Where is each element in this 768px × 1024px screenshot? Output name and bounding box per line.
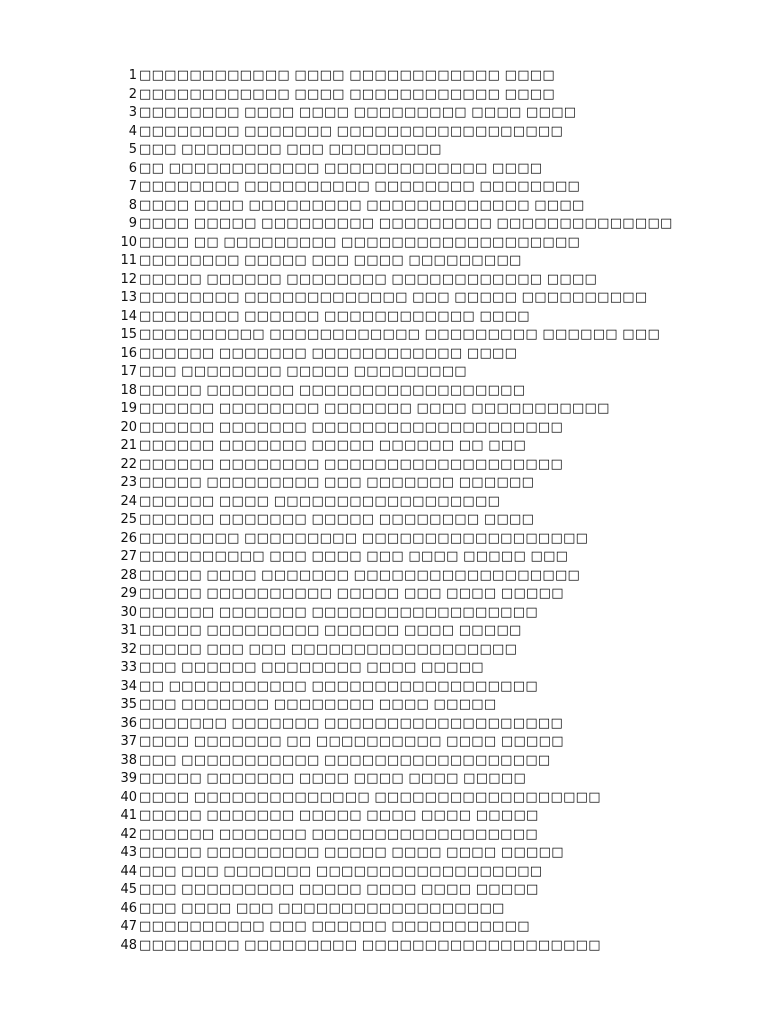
line-text: □□□□□□ □□□□□□□ □□□□□□□□□□□□□□□□□□ (139, 604, 538, 620)
line-text: □□□□ □□□□□ □□□□□□□□□ □□□□□□□□□ □□□□□□□□□□□□□□ (139, 216, 673, 231)
line-text: □□□□□□□□ □□□□□□ □□□□□□□□□□□□ □□□□ (139, 308, 530, 324)
document-line (112, 585, 673, 604)
line-text: □□□□□□ □□□□□□□ □□□□□□□□□□□□ □□□□ (139, 345, 518, 361)
line-number: 4 (128, 123, 137, 139)
line-text: □□□□□□ □□□□□□□ □□□□□ □□□□□□ □□ □□□ (139, 438, 527, 453)
document-line (112, 863, 673, 882)
document-line (112, 937, 673, 956)
line-text: □□□□□□ □□□□□□□□ □□□□□□□ □□□□ □□□□□□□□□□□ (139, 401, 610, 416)
line-text: □□□ □□□□□□□□□□□ □□□□□□□□□□□□□□□□□□ (139, 752, 551, 768)
document-line (112, 178, 673, 197)
document-line (112, 363, 673, 382)
line-number: 32 (120, 641, 137, 657)
document-line (112, 511, 673, 530)
document-line (112, 752, 673, 771)
line-text: □□□□□□□□ □□□□□□□ □□□□□□□□□□□□□□□□□□ (139, 123, 564, 139)
line-text: □□□□□□ □□□□ □□□□□□□□□□□□□□□□□□ (139, 493, 501, 509)
document-line (112, 622, 673, 641)
line-text: □□□□□□□□ □□□□□ □□□ □□□□ □□□□□□□□□ (139, 253, 522, 268)
document-line (112, 900, 673, 919)
line-number: 17 (120, 364, 137, 379)
line-number: 31 (120, 623, 137, 638)
line-text: □□□ □□□□□□□□ □□□□□ □□□□□□□□□ (139, 364, 467, 379)
document-line (112, 160, 673, 179)
document-line (112, 844, 673, 863)
line-number: 40 (120, 789, 137, 805)
document-line (112, 881, 673, 900)
line-number: 34 (120, 678, 137, 694)
line-number: 21 (120, 438, 137, 453)
line-number: 46 (120, 900, 137, 916)
document-line (112, 141, 673, 160)
document-line (112, 678, 673, 697)
line-text: □□□□□□□□ □□□□ □□□□ □□□□□□□□□ □□□□ □□□□ (139, 105, 577, 120)
line-text: □□□□□□ □□□□□□□ □□□□□□□□□□□□□□□□□□□□ (139, 419, 564, 435)
line-number: 30 (120, 604, 137, 620)
line-text: □□□ □□□□□□□□□ □□□□□ □□□□ □□□□ □□□□□ (139, 882, 539, 897)
line-number: 5 (128, 142, 137, 157)
document-line (112, 67, 673, 86)
document-line (112, 659, 673, 678)
line-text: □□□□□□□□□□ □□□ □□□□□□ □□□□□□□□□□□ (139, 919, 530, 934)
line-number: 2 (128, 86, 137, 102)
document-line (112, 641, 673, 660)
line-number: 16 (120, 345, 137, 361)
document-line (112, 733, 673, 752)
line-number: 6 (128, 160, 137, 176)
line-text: □□□ □□□□□□□□ □□□ □□□□□□□□□ (139, 142, 442, 157)
line-number: 25 (120, 512, 137, 527)
line-number: 39 (120, 771, 137, 786)
line-text: □□□□□ □□□□□□□□□□ □□□□□ □□□ □□□□ □□□□□ (139, 586, 564, 601)
document-line (112, 400, 673, 419)
line-text: □□□□ □□□□□□□□□□□□□□ □□□□□□□□□□□□□□□□□□ (139, 789, 601, 805)
line-text: □□□□□□□□□□ □□□ □□□□ □□□ □□□□ □□□□□ □□□ (139, 549, 569, 564)
line-number: 20 (120, 419, 137, 435)
document-line (112, 493, 673, 512)
document-line (112, 86, 673, 105)
document-line (112, 456, 673, 475)
line-number: 3 (128, 105, 137, 120)
line-text: □□□□□ □□□□□□□□□ □□□ □□□□□□□ □□□□□□ (139, 475, 535, 490)
line-number: 14 (120, 308, 137, 324)
line-text: □□□□□ □□□□□□□ □□□□ □□□□ □□□□ □□□□□ (139, 771, 527, 786)
line-text: □□□□□ □□□□ □□□□□□□ □□□□□□□□□□□□□□□□□□ (139, 567, 581, 583)
line-text: □□□□□ □□□ □□□ □□□□□□□□□□□□□□□□□□ (139, 641, 518, 657)
line-number: 1 (128, 68, 137, 83)
line-number: 26 (120, 530, 137, 546)
line-text: □□ □□□□□□□□□□□□ □□□□□□□□□□□□□ □□□□ (139, 160, 543, 176)
line-number: 27 (120, 549, 137, 564)
line-text: □□□□□□□□□□□□ □□□□ □□□□□□□□□□□□ □□□□ (139, 68, 555, 83)
document-line (112, 530, 673, 549)
document-line (112, 308, 673, 327)
line-text: □□□□□ □□□□□□□ □□□□□ □□□□ □□□□ □□□□□ (139, 808, 539, 823)
line-number: 29 (120, 586, 137, 601)
line-number: 42 (120, 826, 137, 842)
line-number: 12 (120, 271, 137, 287)
line-number: 38 (120, 752, 137, 768)
line-number: 47 (120, 919, 137, 934)
line-number: 9 (128, 216, 137, 231)
line-number: 35 (120, 697, 137, 712)
line-text: □□□□□ □□□□□□□ □□□□□□□□□□□□□□□□□□ (139, 382, 526, 398)
document-line (112, 326, 673, 345)
line-text: □□□□□□ □□□□□□□ □□□□□□□□□□□□□□□□□□ (139, 826, 538, 842)
line-text: □□□□ □□ □□□□□□□□□ □□□□□□□□□□□□□□□□□□□ (139, 234, 581, 250)
document-line (112, 604, 673, 623)
document-line (112, 437, 673, 456)
line-text: □□□□ □□□□□□□ □□ □□□□□□□□□□ □□□□ □□□□□ (139, 734, 564, 749)
line-text: □□□□□□□□□□□□ □□□□ □□□□□□□□□□□□ □□□□ (139, 86, 555, 102)
line-number: 23 (120, 475, 137, 490)
line-text: □□ □□□□□□□□□□□ □□□□□□□□□□□□□□□□□□ (139, 678, 538, 694)
document-line (112, 789, 673, 808)
line-text: □□□□□ □□□□□□□□□ □□□□□□ □□□□ □□□□□ (139, 623, 522, 638)
document-line (112, 918, 673, 937)
document-line (112, 123, 673, 142)
document-line (112, 234, 673, 253)
line-text: □□□□□ □□□□□□ □□□□□□□□ □□□□□□□□□□□□ □□□□ (139, 271, 598, 287)
line-number: 45 (120, 882, 137, 897)
line-number: 22 (120, 456, 137, 472)
document-line (112, 252, 673, 271)
line-number: 8 (128, 197, 137, 213)
document-line (112, 345, 673, 364)
line-number: 15 (120, 327, 137, 342)
numbered-line-list (112, 67, 673, 955)
line-text: □□□□□□□□ □□□□□□□□□□□□□ □□□ □□□□□ □□□□□□□□□□ (139, 290, 648, 305)
document-line (112, 474, 673, 493)
document-line (112, 104, 673, 123)
document-line (112, 567, 673, 586)
document-line (112, 289, 673, 308)
document-line (112, 197, 673, 216)
document-line (112, 770, 673, 789)
line-number: 13 (120, 290, 137, 305)
document-line (112, 696, 673, 715)
line-number: 44 (120, 863, 137, 879)
line-text: □□□□□□□□ □□□□□□□□□□ □□□□□□□□ □□□□□□□□ (139, 179, 581, 194)
line-text: □□□□□□ □□□□□□□ □□□□□ □□□□□□□□ □□□□ (139, 512, 535, 527)
line-number: 19 (120, 401, 137, 416)
line-text: □□□□□□□□ □□□□□□□□□ □□□□□□□□□□□□□□□□□□□ (139, 937, 601, 953)
document-line (112, 215, 673, 234)
document-line (112, 271, 673, 290)
line-number: 18 (120, 382, 137, 398)
document-line (112, 807, 673, 826)
document-line (112, 715, 673, 734)
line-number: 41 (120, 808, 137, 823)
line-number: 36 (120, 715, 137, 731)
line-number: 33 (120, 660, 137, 675)
line-number: 28 (120, 567, 137, 583)
document-line (112, 548, 673, 567)
line-number: 7 (128, 179, 137, 194)
line-number: 48 (120, 937, 137, 953)
document-line (112, 382, 673, 401)
line-text: □□□□□□□ □□□□□□□ □□□□□□□□□□□□□□□□□□□ (139, 715, 564, 731)
line-text: □□□□□ □□□□□□□□□ □□□□□ □□□□ □□□□ □□□□□ (139, 845, 564, 860)
line-number: 11 (120, 253, 137, 268)
document-line (112, 826, 673, 845)
document-line (112, 419, 673, 438)
line-number: 43 (120, 845, 137, 860)
line-text: □□□ □□□□□□ □□□□□□□□ □□□□ □□□□□ (139, 660, 484, 675)
line-text: □□□□□□ □□□□□□□□ □□□□□□□□□□□□□□□□□□□ (139, 456, 564, 472)
line-text: □□□ □□□□ □□□ □□□□□□□□□□□□□□□□□□ (139, 900, 505, 916)
line-text: □□□□□□□□ □□□□□□□□□ □□□□□□□□□□□□□□□□□□ (139, 530, 589, 546)
line-text: □□□ □□□□□□□ □□□□□□□□ □□□□ □□□□□ (139, 697, 497, 712)
line-text: □□□ □□□ □□□□□□□ □□□□□□□□□□□□□□□□□□ (139, 863, 543, 879)
line-text: □□□□ □□□□ □□□□□□□□□ □□□□□□□□□□□□□ □□□□ (139, 197, 585, 213)
line-number: 24 (120, 493, 137, 509)
line-number: 10 (120, 234, 137, 250)
line-text: □□□□□□□□□□ □□□□□□□□□□□□ □□□□□□□□□ □□□□□□ □□□ (139, 327, 661, 342)
line-number: 37 (120, 734, 137, 749)
